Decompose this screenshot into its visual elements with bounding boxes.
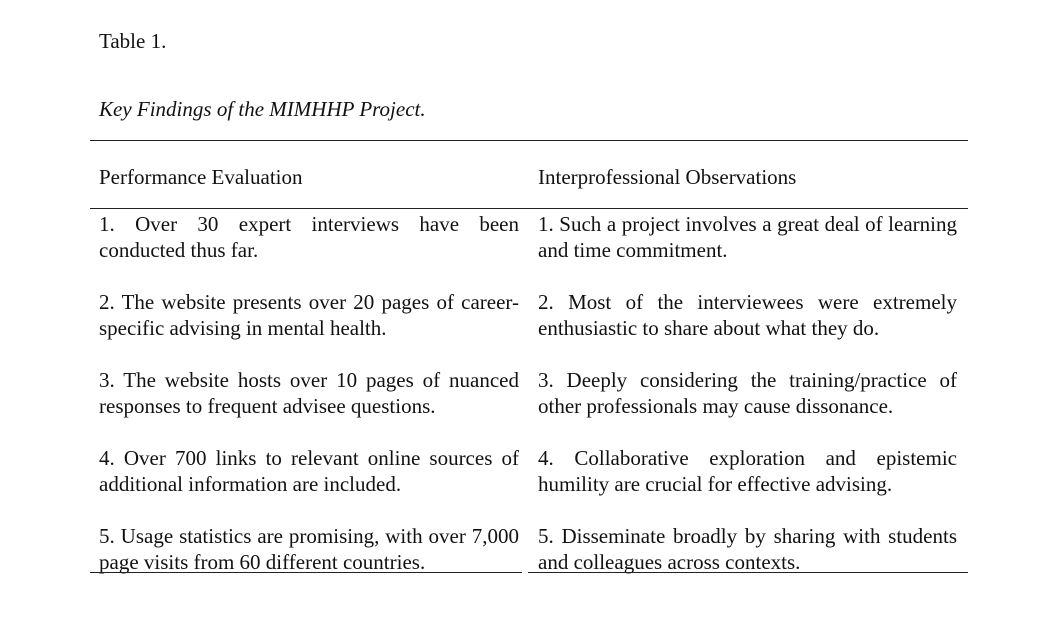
bottom-rule-right [528,572,968,573]
table-row-3-performance: 3. The website hosts over 10 pages of nuanced responses to frequent advisee questions. [99,368,519,418]
table-row-1-performance: 1. Over 30 expert interviews have been conducted thus far. [99,212,519,262]
table-row-2-observation: 2. Most of the interviewees were extremely enthusiastic to share about what they do. [538,290,957,340]
header-rule [90,208,968,209]
table-row-3-observation: 3. Deeply considering the training/practice of other professionals may cause dissonance. [538,368,957,418]
table-row-2-performance: 2. The website presents over 20 pages of career-specific advising in mental health. [99,290,519,340]
bottom-rule-left [90,572,522,573]
table-row-4-observation: 4. Collaborative exploration and epistemic humility are crucial for effective advising. [538,446,957,496]
table-row-5-performance: 5. Usage statistics are promising, with over 7,000 page visits from 60 different countries. [99,524,519,574]
header-interprofessional-observations: Interprofessional Observations [538,165,797,189]
table-row-5-observation: 5. Disseminate broadly by sharing with students and colleagues across contexts. [538,524,957,574]
table-row-1-observation: 1. Such a project involves a great deal of learning and time commitment. [538,212,957,262]
table-title: Key Findings of the MIMHHP Project. [99,97,426,121]
header-performance-evaluation: Performance Evaluation [99,165,303,189]
top-rule [90,140,968,141]
table-label: Table 1. [99,29,167,53]
table-row-4-performance: 4. Over 700 links to relevant online sources of additional information are included. [99,446,519,496]
